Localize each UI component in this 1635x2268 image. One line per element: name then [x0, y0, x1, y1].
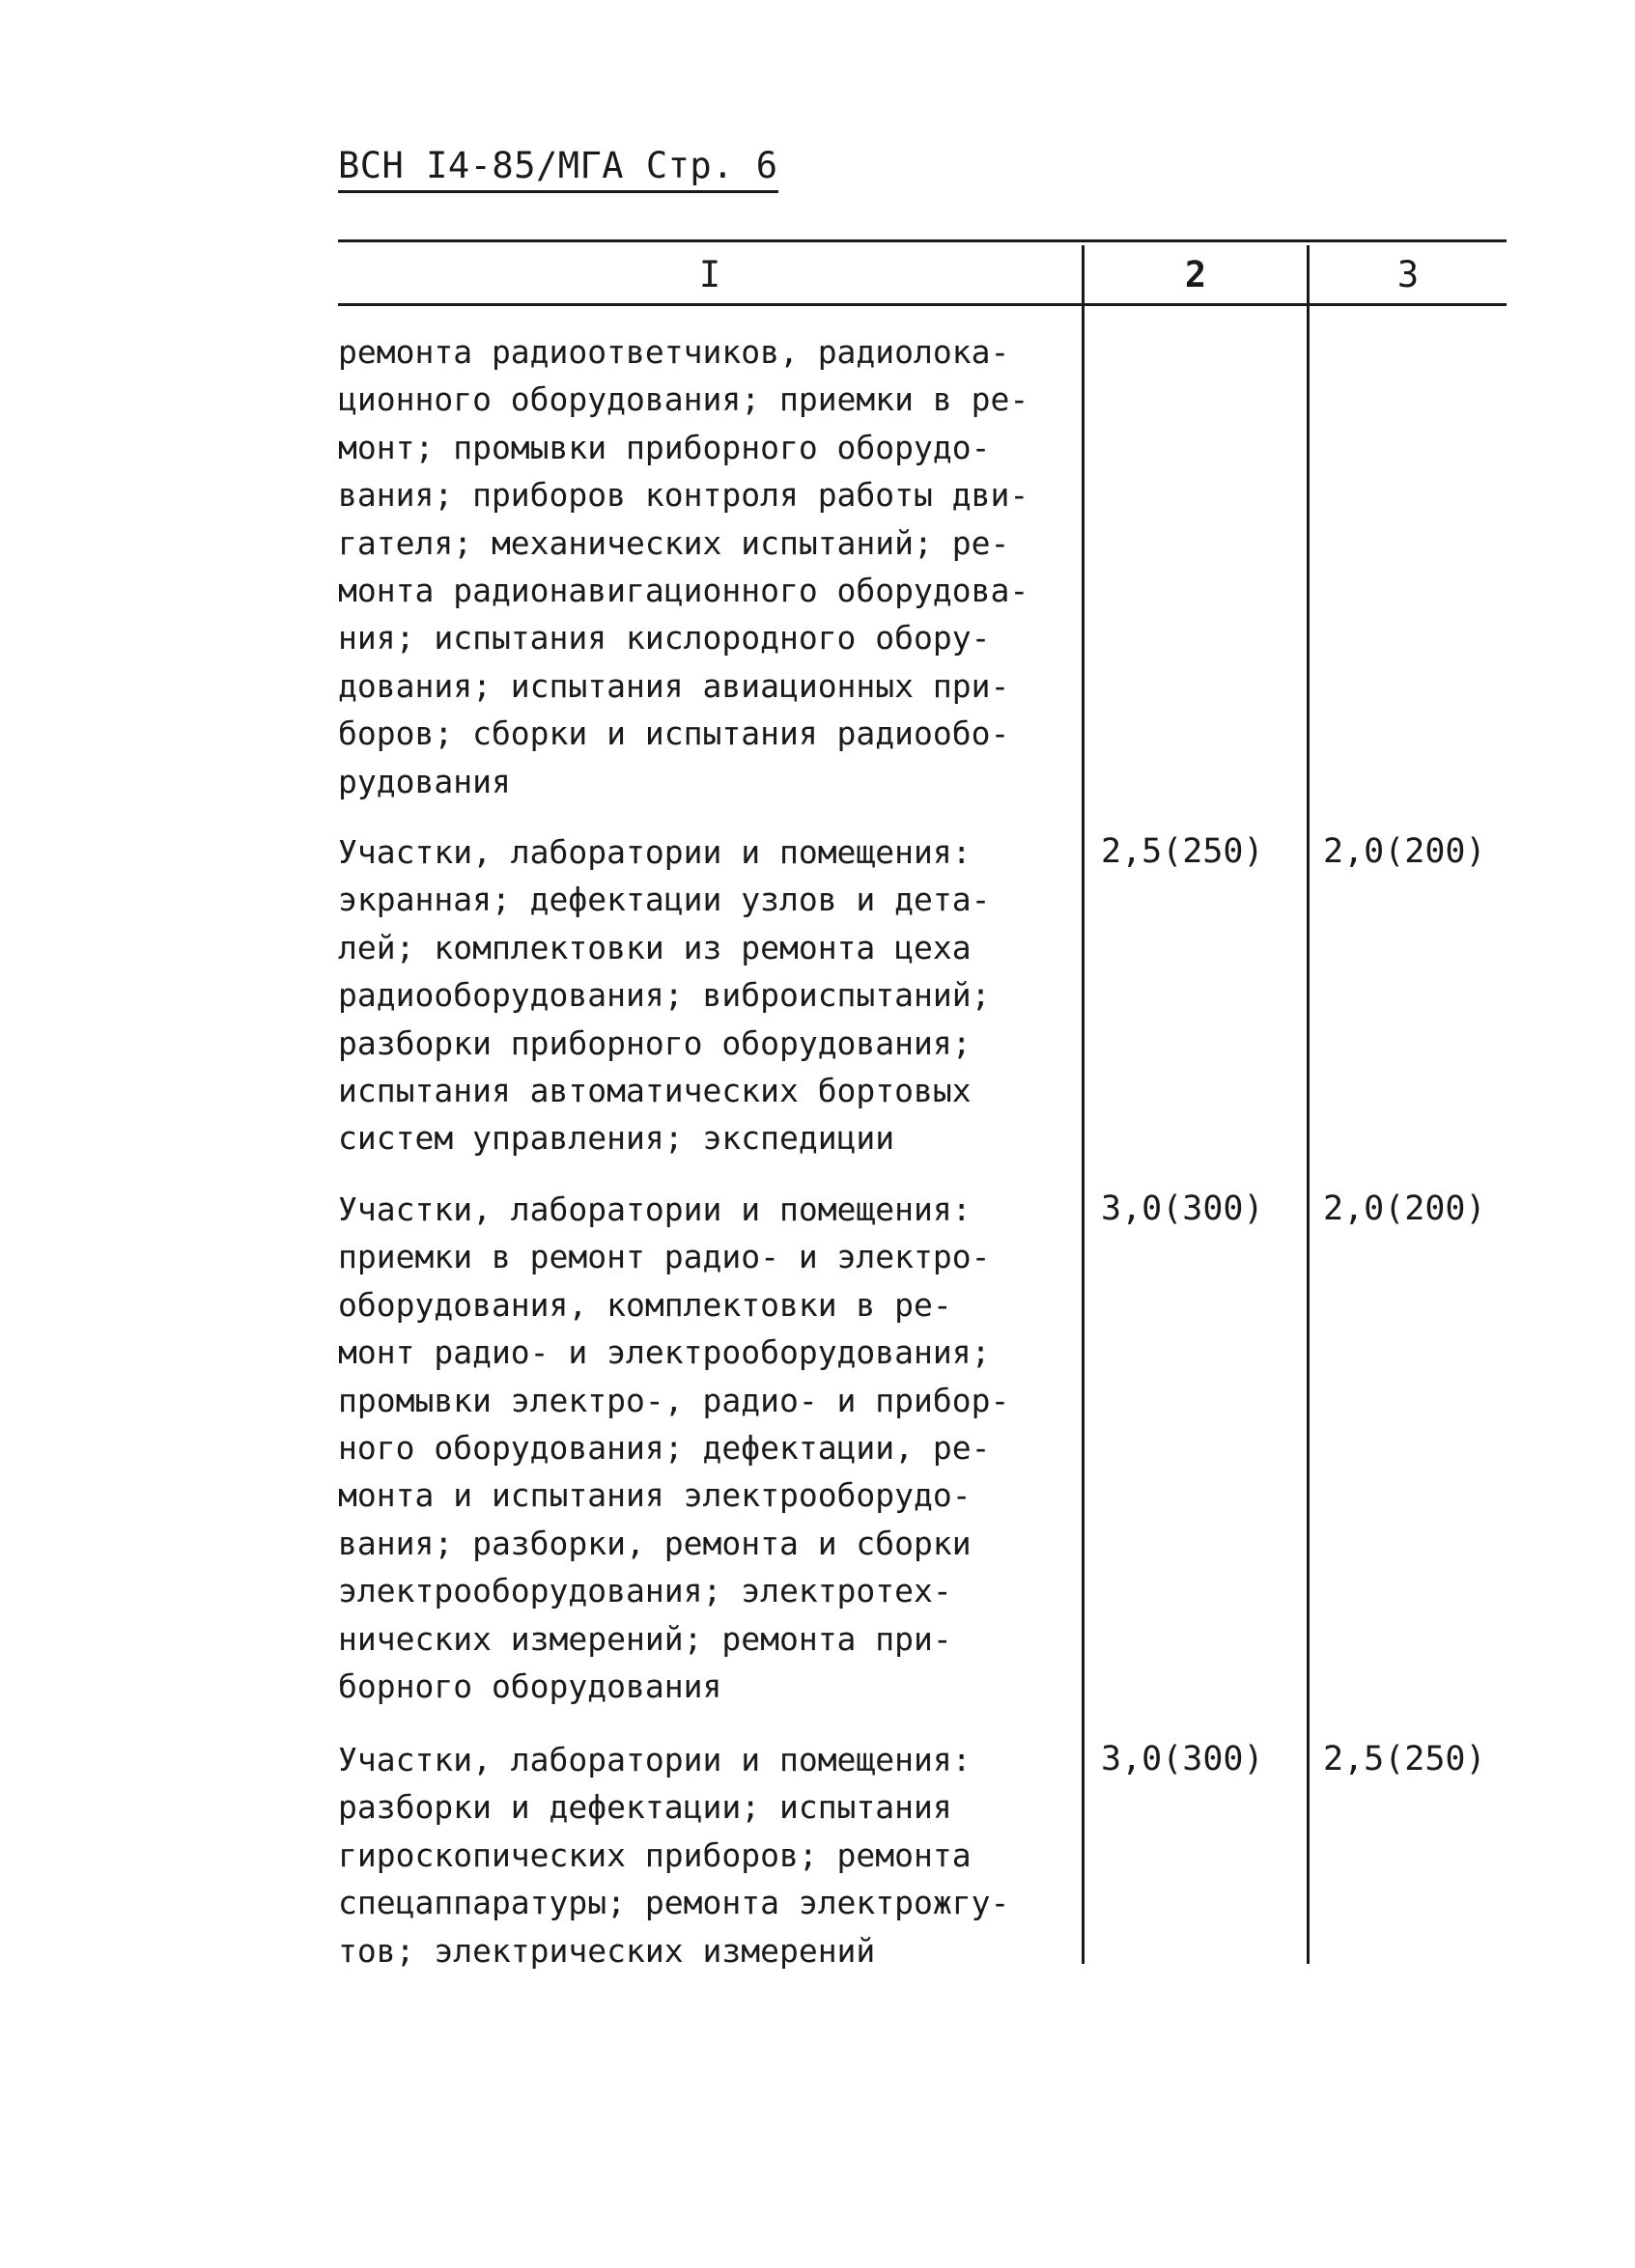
row-value-col2: 3,0(300) [1101, 1190, 1264, 1228]
column-header-2: 2 [1184, 254, 1207, 295]
column-divider-1 [1082, 245, 1085, 1964]
column-header-3: 3 [1396, 254, 1420, 295]
requirements-table [338, 239, 1507, 1970]
page-header [338, 145, 778, 193]
row-value-col3: 2,0(200) [1323, 832, 1486, 871]
row-description: ремонта радиоответчиков, радиолока- ционного оборудования; приемки в ре- монт; промывки приборного оборудо- вания; приборов контроля работы дви- гателя; механических испытаний; ре- монта радионавигационного оборудова- ния; испытания кислородного обору- дования; испытания авиационных при- боров; сборки и испытания радиообо- рудования [338, 333, 1029, 800]
row-value-col2: 3,0(300) [1101, 1740, 1264, 1778]
table-top-rule [338, 239, 1507, 242]
row-value-col2: 2,5(250) [1101, 832, 1264, 871]
row-description: Участки, лаборатории и помещения: разборки и дефектации; испытания гироскопических приборов; ремонта спецаппаратуры; ремонта электрожгу- тов; электрических измерений [338, 1741, 1010, 1970]
document-reference: ВСН I4-85/МГА Стр. 6 [338, 145, 778, 193]
row-description: Участки, лаборатории и помещения: приемки в ремонт радио- и электро- оборудования, комплектовки в ре- монт радио- и электрооборудования; промывки электро-, радио- и прибор- ного оборудования; дефектации, ре- монта и испытания электрооборудо- вания; разборки, ремонта и сборки электрооборудования; электротех- нических измерений; ремонта при- борного оборудования [338, 1190, 1010, 1706]
row-value-col3: 2,0(200) [1323, 1190, 1486, 1228]
row-value-col3: 2,5(250) [1323, 1740, 1486, 1778]
row-description: Участки, лаборатории и помещения: экранная; дефектации узлов и дета- лей; комплектовки из ремонта цеха радиооборудования; виброиспытаний; разборки приборного оборудования; испытания автоматических бортовых систем управления; экспедиции [338, 833, 991, 1158]
column-divider-2 [1307, 245, 1310, 1964]
column-header-1: I [698, 254, 721, 295]
table-header-rule [338, 303, 1507, 306]
